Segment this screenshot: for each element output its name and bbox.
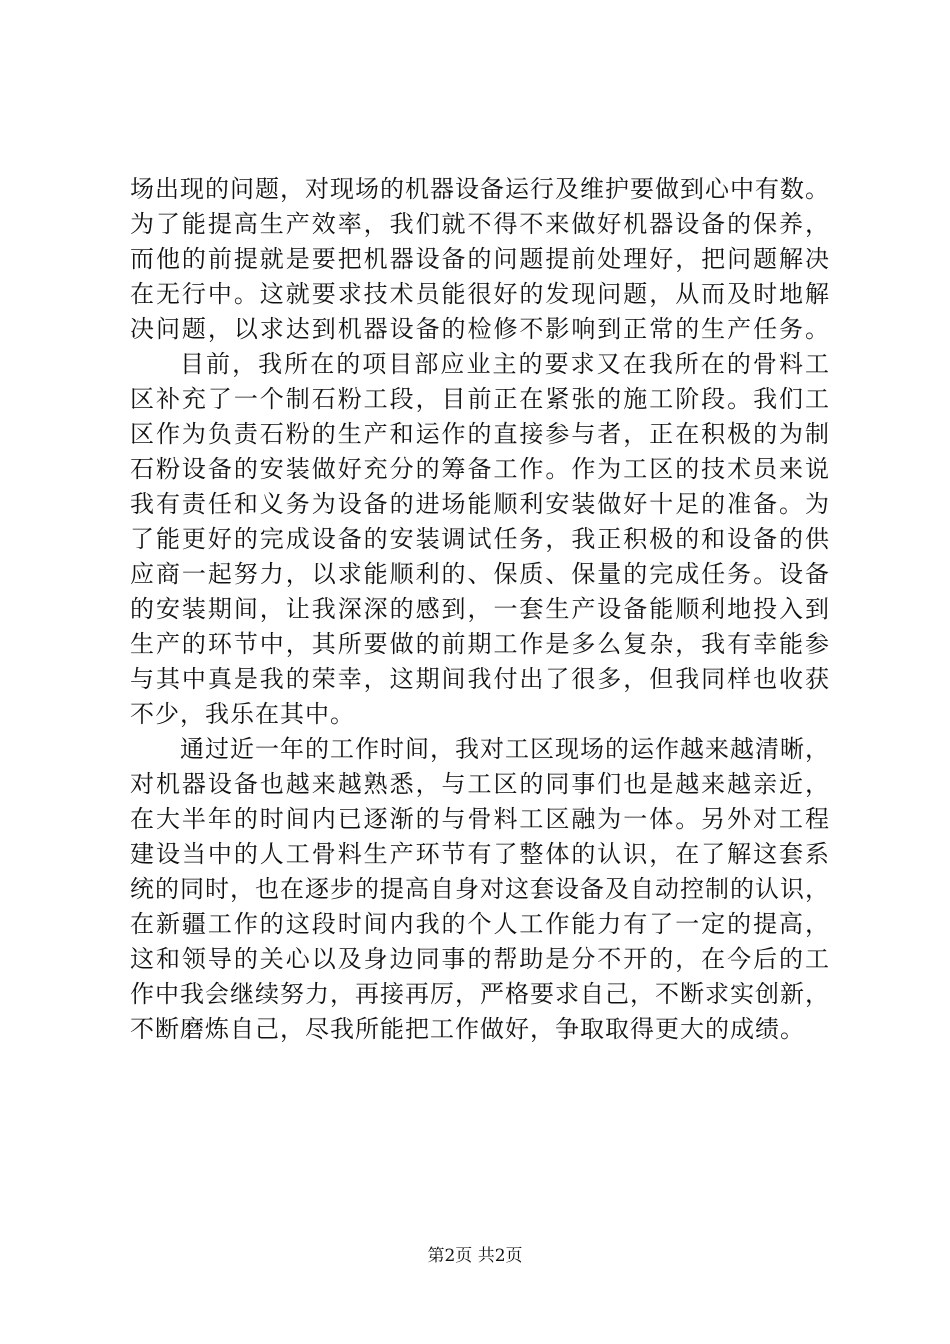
page-footer: 第2页 共2页 (427, 1246, 523, 1266)
text-line: 统的同时，也在逐步的提高自身对这套设备及自动控制的认识， (130, 875, 830, 903)
paragraph-first-line: 目前，我所在的项目部应业主的要求又在我所在的骨料工 (180, 350, 830, 378)
text-line: 这和领导的关心以及身边同事的帮助是分不开的，在今后的工 (130, 945, 830, 973)
text-line: 不断磨炼自己，尽我所能把工作做好，争取取得更大的成绩。 (130, 1015, 805, 1043)
text-line: 区作为负责石粉的生产和运作的直接参与者，正在积极的为制 (130, 420, 830, 448)
text-line: 应商一起努力，以求能顺利的、保质、保量的完成任务。设备 (130, 560, 830, 588)
text-line: 场出现的问题，对现场的机器设备运行及维护要做到心中有数。 (130, 175, 830, 203)
text-line: 的安装期间，让我深深的感到，一套生产设备能顺利地投入到 (130, 595, 830, 623)
text-line: 作中我会继续努力，再接再厉，严格要求自己，不断求实创新， (130, 980, 830, 1008)
text-line: 不少，我乐在其中。 (130, 700, 355, 728)
text-line: 在新疆工作的这段时间内我的个人工作能力有了一定的提高， (130, 910, 830, 938)
text-line: 了能更好的完成设备的安装调试任务，我正积极的和设备的供 (130, 525, 830, 553)
body-text (130, 172, 830, 1047)
text-line: 决问题，以求达到机器设备的检修不影响到正常的生产任务。 (130, 315, 830, 343)
text-line: 石粉设备的安装做好充分的筹备工作。作为工区的技术员来说 (130, 455, 830, 483)
text-line: 在无行中。这就要求技术员能很好的发现问题，从而及时地解 (130, 280, 830, 308)
text-line: 建设当中的人工骨料生产环节有了整体的认识，在了解这套系 (130, 840, 830, 868)
paragraph-first-line: 通过近一年的工作时间，我对工区现场的运作越来越清晰， (180, 735, 830, 763)
text-line: 在大半年的时间内已逐渐的与骨料工区融为一体。另外对工程 (130, 805, 830, 833)
text-line: 对机器设备也越来越熟悉，与工区的同事们也是越来越亲近， (130, 770, 830, 798)
text-line: 我有责任和义务为设备的进场能顺利安装做好十足的准备。为 (130, 490, 830, 518)
text-line: 为了能提高生产效率，我们就不得不来做好机器设备的保养， (130, 210, 830, 238)
text-line: 与其中真是我的荣幸，这期间我付出了很多，但我同样也收获 (130, 665, 830, 693)
text-line: 区补充了一个制石粉工段，目前正在紧张的施工阶段。我们工 (130, 385, 830, 413)
text-line: 而他的前提就是要把机器设备的问题提前处理好，把问题解决 (130, 245, 830, 273)
text-line: 生产的环节中，其所要做的前期工作是多么复杂，我有幸能参 (130, 630, 830, 658)
